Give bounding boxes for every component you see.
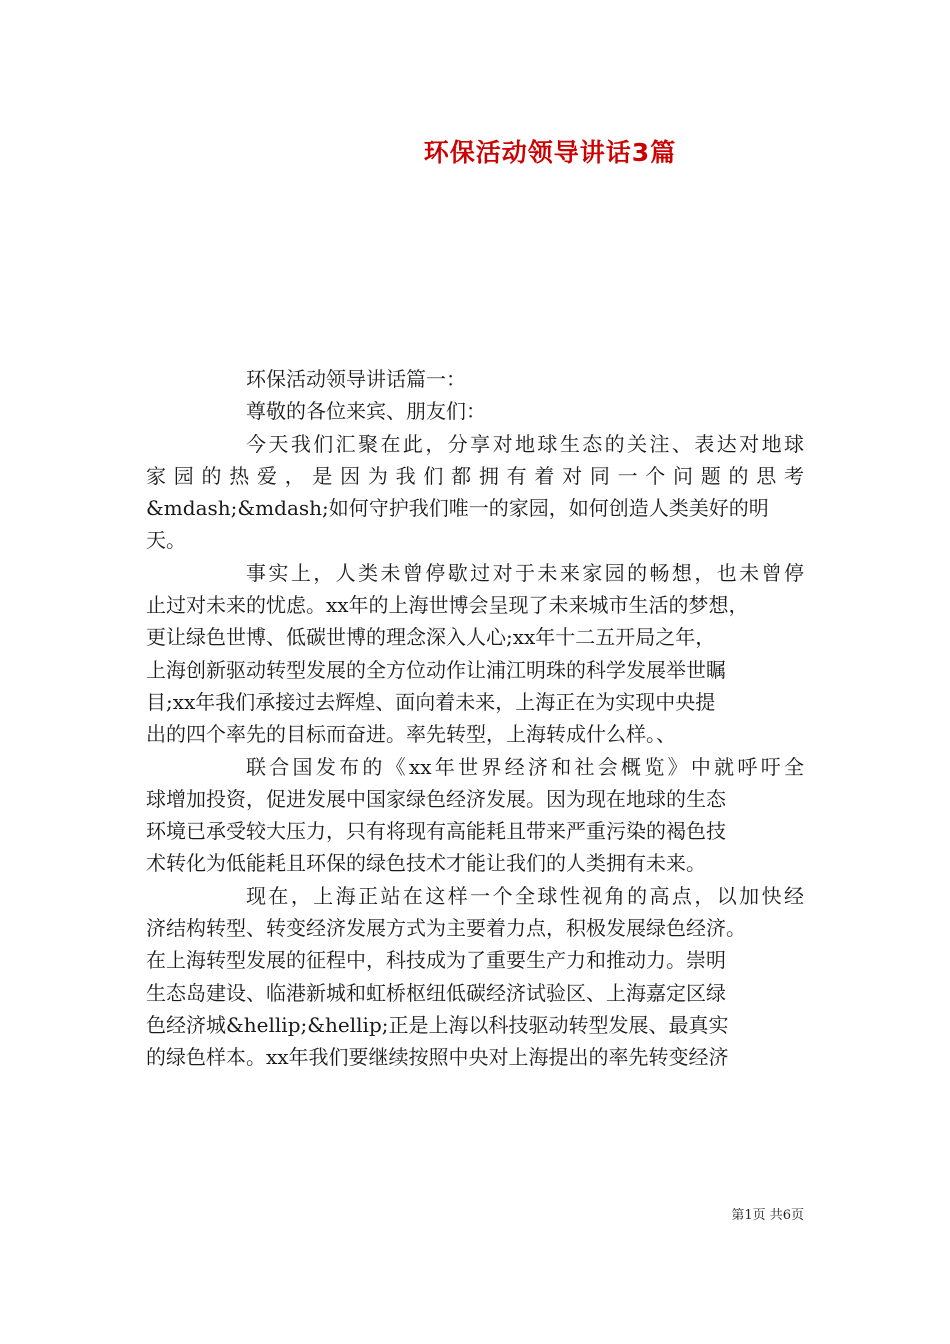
document-body [146, 363, 804, 1074]
paragraph-line: 色经济城&hellip;&hellip;正是上海以科技驱动转型发展、最真实 [146, 1012, 729, 1037]
paragraph-line: 济结构转型、转变经济发展方式为主要着力点，积极发展绿色经济。 [146, 916, 746, 941]
paragraph-line: 术转化为低能耗且环保的绿色技术才能让我们的人类拥有未来。 [146, 851, 706, 876]
paragraph-line: 生态岛建设、临港新城和虹桥枢纽低碳经济试验区、上海嘉定区绿 [146, 980, 726, 1005]
paragraph-line: 更让绿色世博、低碳世博的理念深入人心;xx年十二五开局之年， [146, 625, 716, 650]
paragraph-line: 止过对未来的忧虑。xx年的上海世博会呈现了未来城市生活的梦想， [146, 593, 749, 618]
paragraph-line: 环保活动领导讲话篇一： [246, 367, 466, 391]
paragraph-line: 出的四个率先的目标而奋进。率先转型，上海转成什么样。、 [146, 722, 676, 747]
page-footer: 第1页 共6页 [731, 1208, 804, 1223]
paragraph-line: 今天我们汇聚在此，分享对地球生态的关注、表达对地球 [246, 431, 804, 456]
paragraph-line: 在上海转型发展的征程中，科技成为了重要生产力和推动力。崇明 [146, 948, 726, 973]
paragraph-line: 现在，上海正站在这样一个全球性视角的高点，以加快经 [246, 883, 804, 908]
document-title: 环保活动领导讲话3篇 [423, 138, 677, 167]
paragraph-line: 尊敬的各位来宾、朋友们： [246, 399, 486, 424]
paragraph-line: 环境已承受较大压力，只有将现有高能耗且带来严重污染的褐色技 [146, 819, 726, 844]
paragraph-line: 的绿色样本。xx年我们要继续按照中央对上海提出的率先转变经济 [146, 1045, 729, 1070]
paragraph-line: 事实上，人类未曾停歇过对于未来家园的畅想，也未曾停 [246, 560, 804, 585]
paragraph-line: 天。 [146, 528, 186, 553]
paragraph-line: &mdash;&mdash;如何守护我们唯一的家园，如何创造人类美好的明 [146, 496, 769, 521]
paragraph-line: 上海创新驱动转型发展的全方位动作让浦江明珠的科学发展举世瞩 [146, 657, 726, 682]
paragraph-line: 球增加投资，促进发展中国家绿色经济发展。因为现在地球的生态 [146, 786, 726, 811]
paragraph-line: 家园的热爱，是因为我们都拥有着对同一个问题的思考 [146, 463, 804, 488]
paragraph-line: 目;xx年我们承接过去辉煌、面向着未来，上海正在为实现中央提 [146, 689, 716, 714]
paragraph-line: 联合国发布的《xx年世界经济和社会概览》中就呼吁全 [246, 754, 804, 779]
